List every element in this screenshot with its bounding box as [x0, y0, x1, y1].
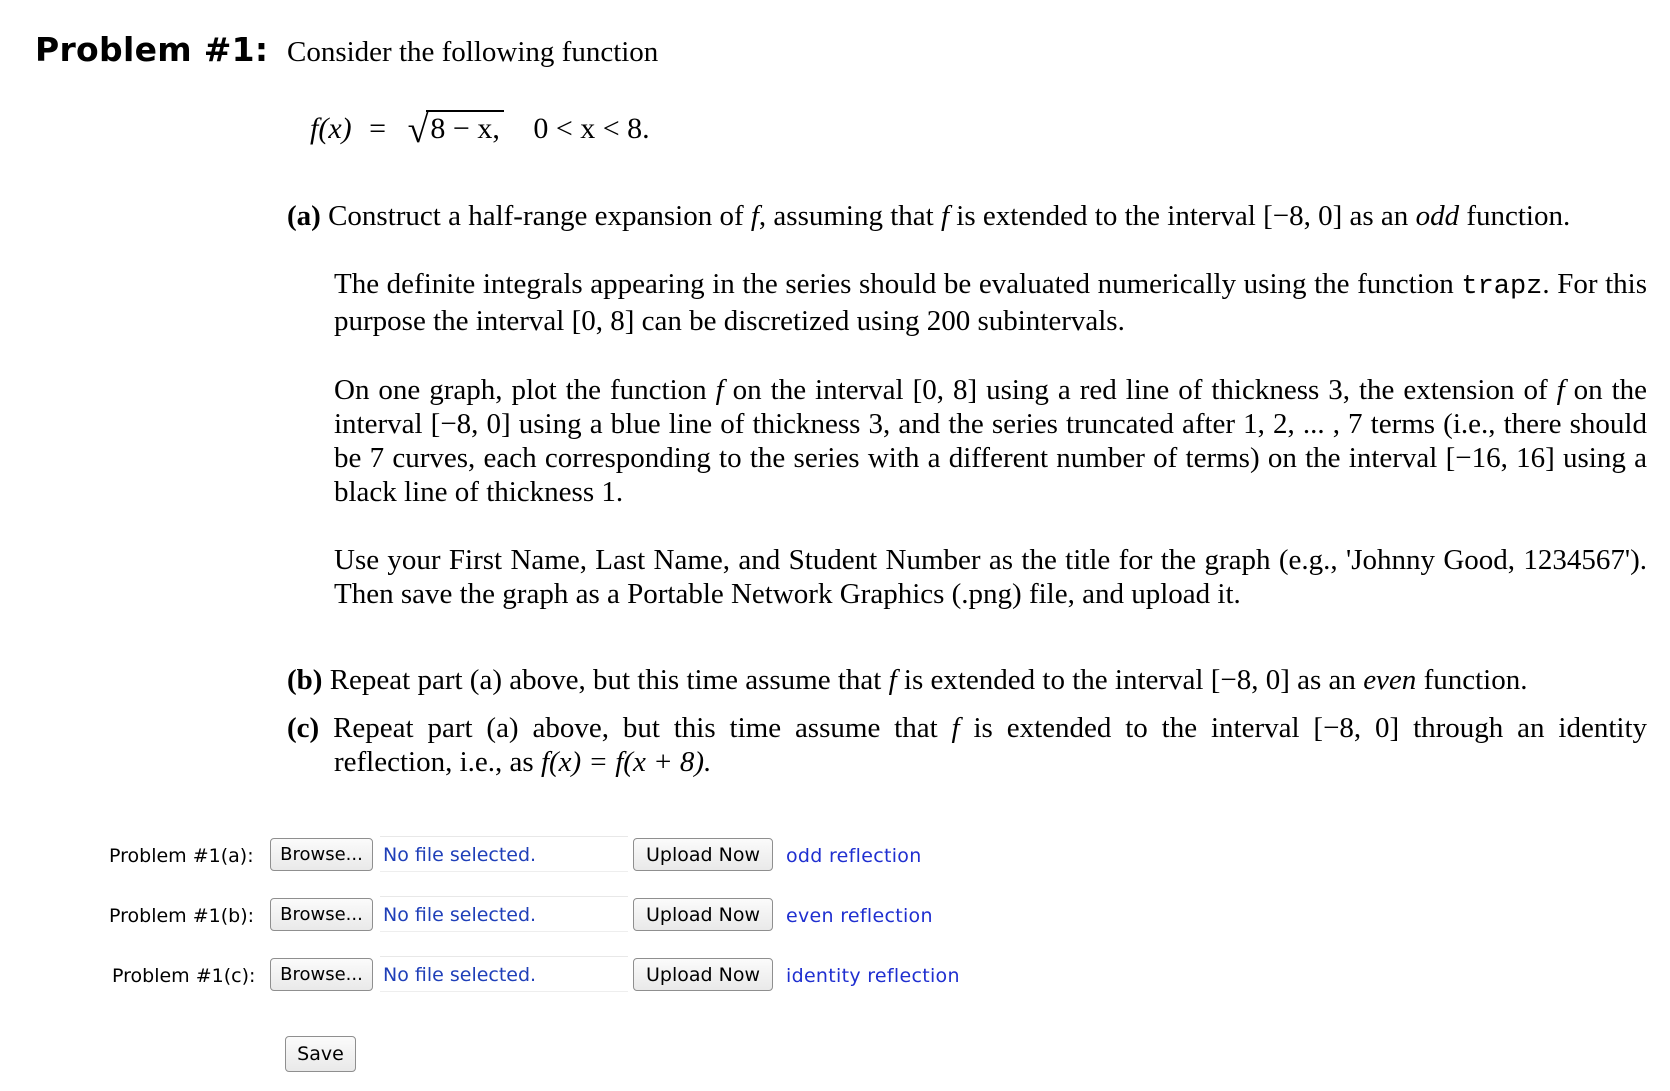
function-formula: [310, 104, 650, 151]
part-c: [287, 711, 1647, 779]
part-b-text-2: is extended to the interval [−8, 0] as an: [903, 664, 1356, 696]
upload-now-button[interactable]: Upload Now: [633, 838, 773, 871]
part-a-text-1: Construct a half-range expansion of: [328, 200, 744, 232]
reflection-link[interactable]: identity reflection: [786, 965, 960, 987]
part-b-even: even: [1363, 664, 1417, 696]
reflection-link[interactable]: even reflection: [786, 905, 933, 927]
part-a-paragraph-title: Use your First Name, Last Name, and Student Number as the title for the graph (e.g., 'Johnny Good, 1234567'). Then save the graph as a Portable Network Graphics (.png) file, and upload it.: [334, 544, 1647, 610]
part-b-label: (b): [287, 664, 323, 696]
save-button[interactable]: Save: [285, 1036, 356, 1072]
part-c-label: (c): [287, 712, 320, 744]
part-a-paragraph-integrals: [334, 267, 1647, 338]
upload-row-a: [0, 836, 1100, 876]
problem-title: Problem #1:: [35, 30, 269, 69]
part-c-expression: f(x) = f(x + 8).: [540, 746, 712, 778]
part-a-odd: odd: [1415, 200, 1460, 232]
integrals-text-end: . For this purpose the interval [0, 8] can be discretized using 200 subintervals.: [334, 268, 1648, 337]
formula-equals: =: [369, 112, 387, 145]
upload-row-c: [0, 956, 1100, 996]
upload-row-b: [0, 896, 1100, 936]
part-c-text-1: Repeat part (a) above, but this time assume that: [333, 712, 938, 744]
symbol-f: f: [715, 374, 724, 406]
part-b-text-3: function.: [1423, 664, 1528, 696]
file-status: No file selected.: [380, 896, 628, 932]
part-a-paragraph-plot: [334, 373, 1647, 509]
upload-now-button[interactable]: Upload Now: [633, 898, 773, 931]
part-a-text-4: function.: [1466, 200, 1571, 232]
formula-radicand: 8 − x,: [426, 110, 503, 146]
part-a-text-3: is extended to the interval [−8, 0] as an: [956, 200, 1409, 232]
browse-button[interactable]: Browse...: [270, 898, 373, 931]
symbol-f: f: [888, 664, 897, 696]
formula-domain: 0 < x < 8.: [533, 112, 650, 145]
part-a: [287, 199, 1647, 233]
plot-text-2: on the interval [0, 8] using a red line of thickness 3, the extension of: [732, 374, 1548, 406]
problem-intro: Consider the following function: [287, 36, 659, 68]
upload-now-button[interactable]: Upload Now: [633, 958, 773, 991]
part-c-text-2: is extended to the interval [−8, 0] through an identity: [973, 712, 1648, 744]
symbol-f: f: [951, 712, 960, 744]
part-c-line-2: [287, 745, 1647, 779]
code-trapz: trapz: [1461, 272, 1543, 302]
integrals-text: The definite integrals appearing in the series should be evaluated numerically using the function: [334, 268, 1454, 300]
symbol-f: f: [940, 200, 950, 232]
formula-lhs: f(x): [310, 112, 352, 145]
upload-label: Problem #1(b):: [109, 905, 255, 927]
upload-label: Problem #1(a):: [109, 845, 254, 867]
upload-label: Problem #1(c):: [112, 965, 256, 987]
reflection-link[interactable]: odd reflection: [786, 845, 922, 867]
symbol-f: f: [1556, 374, 1565, 406]
part-b-text-1: Repeat part (a) above, but this time assume that: [329, 664, 882, 696]
part-c-text-3: reflection, i.e., as: [334, 746, 534, 778]
part-b: [287, 663, 1647, 697]
file-status: No file selected.: [380, 956, 628, 992]
browse-button[interactable]: Browse...: [270, 958, 373, 991]
part-c-line-1: [287, 711, 1647, 745]
plot-text-1: On one graph, plot the function: [334, 374, 707, 406]
file-status: No file selected.: [380, 836, 628, 872]
symbol-f: f: [750, 200, 759, 232]
plot-text-3: on the interval [−8, 0] using a blue line of thickness 3, and the series truncated after 1, 2, ... , 7 terms (i.e., there should be 7 curves, each corresponding to the series with a different number of terms) on the interval [−16, 16] using a black line of thickness 1.: [334, 374, 1648, 508]
square-root: √8 − x,: [404, 104, 504, 148]
browse-button[interactable]: Browse...: [270, 838, 373, 871]
part-a-label: (a): [287, 200, 321, 232]
part-a-text-2: , assuming that: [758, 200, 934, 232]
